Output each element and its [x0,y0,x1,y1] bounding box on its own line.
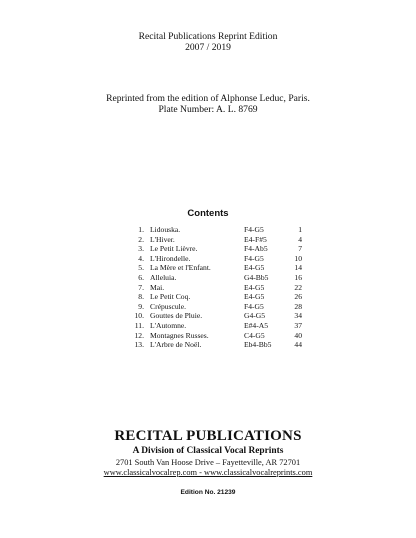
contents-item-number: 4. [138,253,144,263]
contents-row [130,302,302,312]
contents-table-body [130,225,302,350]
contents-item-page: 14 [294,263,302,273]
contents-item-page: 10 [294,253,302,263]
contents-item-range: F4-G5 [244,253,264,263]
contents-item-number: 10. [134,311,144,321]
contents-item-page: 16 [294,272,302,282]
contents-row [130,273,302,283]
contents-item-number: 6. [138,272,144,282]
contents-item-title: L'Hirondelle. [150,253,191,263]
edition-header-line1: Recital Publications Reprint Edition [138,31,278,42]
contents-item-title: Le Petit Lièvre. [150,244,198,254]
contents-item-number: 1. [138,225,144,234]
reprint-source-line: Reprinted from the edition of Alphonse Leduc, Paris. [106,93,310,104]
contents-item-title: L'Arbre de Noël. [150,340,202,350]
contents-item-range: F4-G5 [244,301,264,311]
publisher-websites-link[interactable]: www.classicalvocalrep.com - www.classicalvocalreprints.com [103,468,313,477]
contents-item-page: 1 [298,225,302,234]
contents-item-title: Gouttes de Pluie. [150,311,203,321]
contents-item-range: F4-Ab5 [244,244,268,254]
contents-row [130,340,302,350]
contents-item-title: L'Automne. [150,320,187,330]
contents-item-number: 11. [134,320,144,330]
contents-row [130,263,302,273]
contents-item-number: 9. [138,301,144,311]
contents-item-range: G4-G5 [244,311,266,321]
edition-number: Edition No. 21239 [180,489,236,496]
contents-item-page: 7 [298,244,302,254]
contents-item-page: 37 [294,320,302,330]
contents-row [130,292,302,302]
contents-item-title: Crépuscule. [150,301,187,311]
contents-item-number: 5. [138,263,144,273]
contents-item-number: 13. [134,340,144,350]
contents-item-title: L'Hiver. [150,234,175,244]
contents-item-page: 22 [294,282,302,292]
contents-item-title: Montagnes Russes. [150,330,209,340]
contents-row [130,283,302,293]
contents-item-range: Eb4-Bb5 [244,340,272,350]
contents-row [130,225,302,235]
contents-row [130,235,302,245]
contents-row [130,254,302,264]
contents-item-page: 26 [294,292,302,302]
contents-item-number: 8. [138,292,144,302]
contents-item-page: 28 [294,301,302,311]
contents-item-range: E4-G5 [244,263,265,273]
plate-number-line: Plate Number: A. L. 8769 [158,104,258,115]
contents-item-page: 44 [294,340,302,350]
contents-item-range: E4-G5 [244,292,265,302]
contents-item-number: 2. [138,234,144,244]
contents-item-page: 4 [298,234,302,244]
contents-item-title: Lidouska. [150,225,181,234]
contents-item-range: C4-G5 [244,330,265,340]
contents-item-number: 7. [138,282,144,292]
contents-row [130,244,302,254]
contents-item-range: E4-G5 [244,282,265,292]
contents-item-range: E4-F#5 [244,234,267,244]
contents-item-page: 34 [294,311,302,321]
contents-item-page: 40 [294,330,302,340]
contents-item-number: 12. [134,330,144,340]
contents-item-title: Mai. [150,282,165,292]
contents-row [130,321,302,331]
contents-heading: Contents [187,208,229,219]
contents-row [130,311,302,321]
publisher-name: RECITAL PUBLICATIONS [114,428,302,444]
contents-item-number: 3. [138,244,144,254]
contents-item-range: E#4-A5 [244,320,269,330]
contents-item-range: G4-Bb5 [244,272,269,282]
contents-item-title: Le Petit Coq. [150,292,191,302]
contents-item-range: F4-G5 [244,225,264,234]
contents-row [130,331,302,341]
publisher-division: A Division of Classical Vocal Reprints [132,446,284,456]
edition-header-line2: 2007 / 2019 [185,42,231,53]
publisher-address: 2701 South Van Hoose Drive – Fayetteville, AR 72701 [115,458,301,467]
contents-table [130,225,302,350]
contents-item-title: La Mère et l'Enfant. [150,263,211,273]
contents-item-title: Alleluia. [150,272,177,282]
